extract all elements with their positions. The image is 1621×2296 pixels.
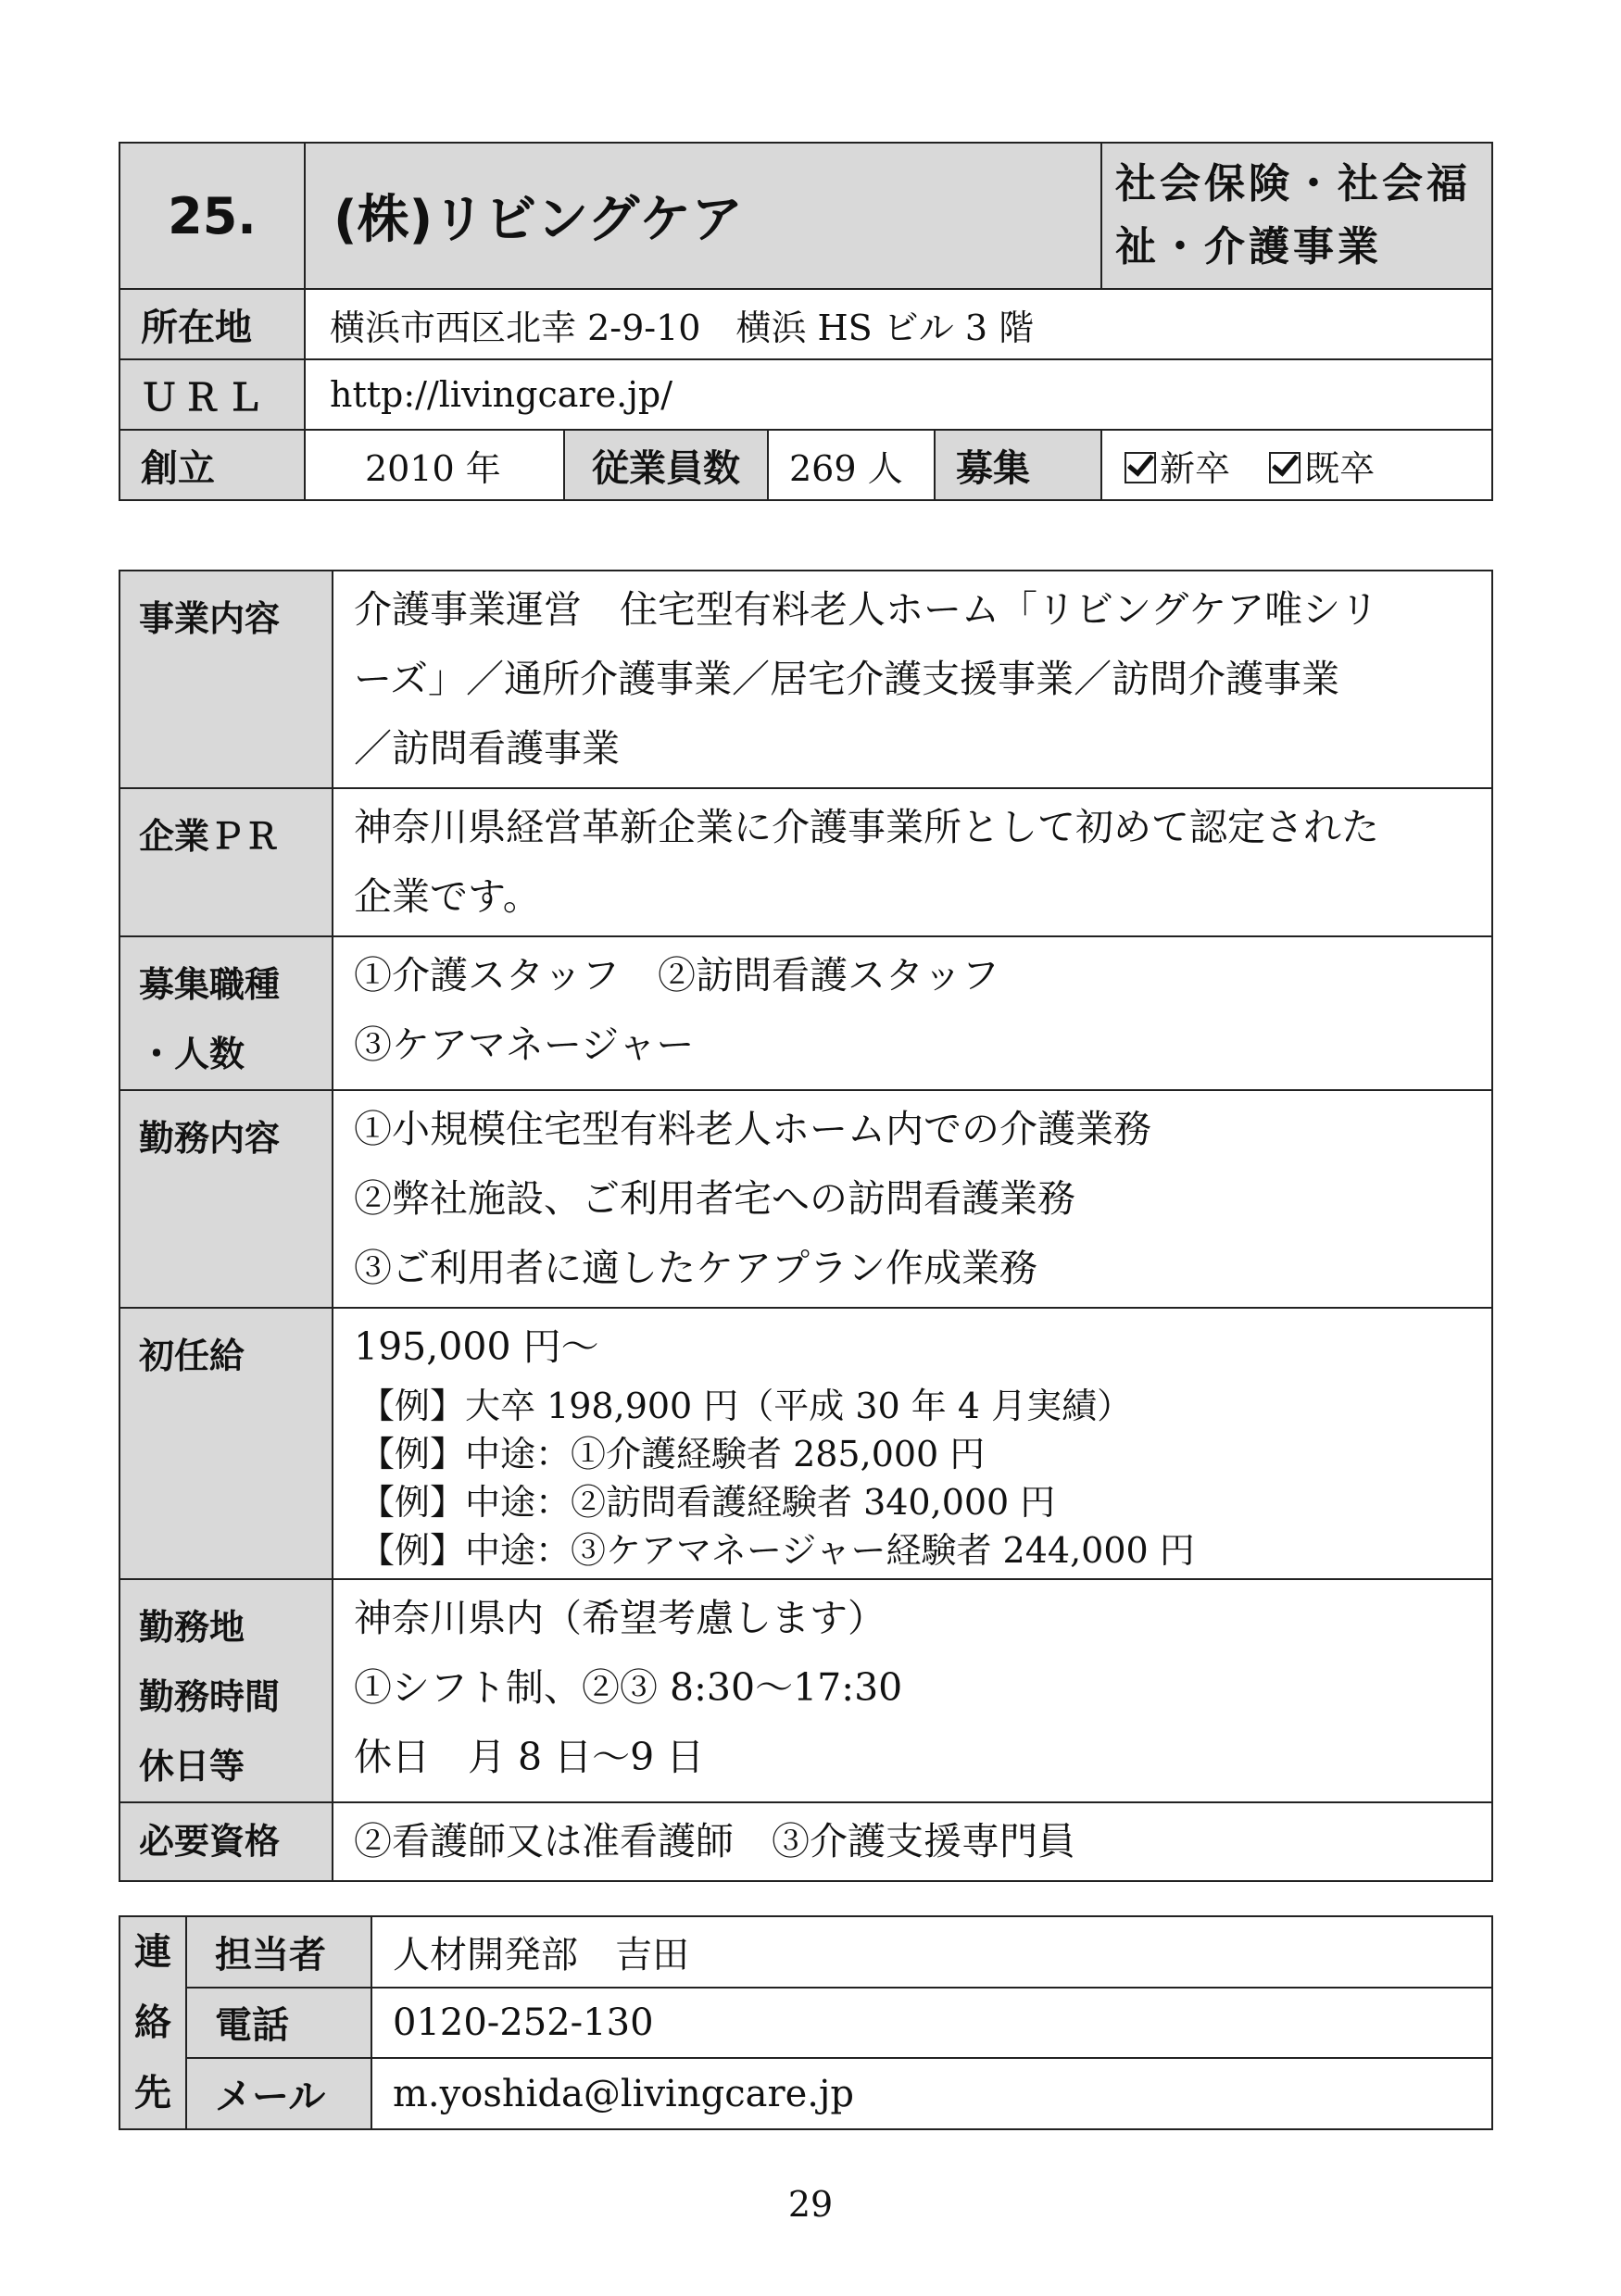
person-label: 担当者 bbox=[186, 1916, 371, 1988]
holiday-value: 休日 月 8 日〜9 日 bbox=[354, 1735, 705, 1779]
person-value: 人材開発部 吉田 bbox=[371, 1916, 1492, 1988]
duty-line: ③ご利用者に適したケアプラン作成業務 bbox=[354, 1246, 1037, 1290]
address-label: 所在地 bbox=[119, 289, 305, 359]
duty-value bbox=[333, 1090, 1492, 1308]
qualification-label: 必要資格 bbox=[119, 1802, 333, 1881]
jobs-line: ③ケアマネージャー bbox=[354, 1023, 695, 1067]
pr-line: 神奈川県経営革新企業に介護事業所として初めて認定された bbox=[354, 805, 1379, 849]
industry-category-line1: 社会保険・社会福 bbox=[1115, 160, 1472, 207]
contact-side-label bbox=[119, 1916, 186, 2129]
hours-label: 勤務時間 bbox=[139, 1676, 281, 1717]
phone-label: 電話 bbox=[186, 1988, 371, 2059]
salary-label: 初任給 bbox=[119, 1308, 333, 1579]
recruit-experienced-label: 既卒 bbox=[1304, 447, 1376, 489]
salary-example: 【例】中途：①介護経験者 285,000 円 bbox=[359, 1434, 986, 1474]
jobs-label bbox=[119, 936, 333, 1090]
url-value[interactable]: http://livingcare.jp/ bbox=[305, 359, 1492, 430]
address-value: 横浜市西区北幸 2-9-10 横浜 HS ビル 3 階 bbox=[305, 289, 1492, 359]
contact-table bbox=[119, 1915, 1493, 2130]
mail-value[interactable]: m.yoshida@livingcare.jp bbox=[371, 2058, 1492, 2129]
location-value: 神奈川県内（希望考慮します） bbox=[354, 1596, 886, 1640]
hours-value: ①シフト制、②③ 8:30〜17:30 bbox=[354, 1665, 903, 1710]
industry-category bbox=[1101, 143, 1492, 289]
duty-label: 勤務内容 bbox=[119, 1090, 333, 1308]
founded-value: 2010 年 bbox=[305, 430, 564, 500]
recruit-options bbox=[1101, 430, 1492, 500]
duty-line: ①小規模住宅型有料老人ホーム内での介護業務 bbox=[354, 1107, 1151, 1151]
contact-side-char: 先 bbox=[134, 2072, 171, 2114]
job-details-table bbox=[119, 570, 1493, 1882]
mail-label: メール bbox=[186, 2058, 371, 2129]
business-line: 介護事業運営 住宅型有料老人ホーム「リビングケア唯シリ bbox=[354, 587, 1379, 632]
contact-side-char: 連 bbox=[134, 1931, 171, 1974]
jobs-value bbox=[333, 936, 1492, 1090]
duty-line: ②弊社施設、ご利用者宅への訪問看護業務 bbox=[354, 1176, 1075, 1221]
recruit-experienced-option[interactable] bbox=[1269, 440, 1375, 491]
recruit-label: 募集 bbox=[935, 430, 1101, 500]
location-label: 勤務地 bbox=[139, 1607, 245, 1648]
salary-example: 【例】大卒 198,900 円（平成 30 年 4 月実績） bbox=[359, 1386, 1133, 1426]
checkbox-checked-icon bbox=[1269, 452, 1301, 483]
phone-value[interactable]: 0120-252-130 bbox=[371, 1988, 1492, 2059]
business-line: ／訪問看護事業 bbox=[354, 726, 620, 771]
company-header-table bbox=[119, 142, 1493, 501]
holiday-label: 休日等 bbox=[139, 1746, 245, 1787]
salary-example: 【例】中途：③ケアマネージャー経験者 244,000 円 bbox=[359, 1530, 1195, 1571]
salary-value bbox=[333, 1308, 1492, 1579]
employees-label: 従業員数 bbox=[564, 430, 768, 500]
business-value bbox=[333, 571, 1492, 788]
salary-main: 195,000 円〜 bbox=[354, 1324, 599, 1369]
recruit-new-label: 新卒 bbox=[1160, 447, 1231, 489]
jobs-label-line2: ・人数 bbox=[139, 1034, 245, 1074]
salary-examples bbox=[354, 1382, 1473, 1575]
jobs-line: ①介護スタッフ ②訪問看護スタッフ bbox=[354, 953, 999, 997]
company-number: 25. bbox=[119, 143, 305, 289]
pr-label: 企業ＰＲ bbox=[119, 788, 333, 936]
qualification-value: ②看護師又は准看護師 ③介護支援専門員 bbox=[333, 1802, 1492, 1881]
jobs-label-line1: 募集職種 bbox=[139, 964, 281, 1005]
industry-category-line2: 祉・介護事業 bbox=[1115, 223, 1383, 270]
company-name: (株)リビングケア bbox=[305, 143, 1101, 289]
contact-side-char: 絡 bbox=[134, 2001, 171, 2044]
url-label: ＵＲＬ bbox=[119, 359, 305, 430]
pr-value bbox=[333, 788, 1492, 936]
pr-line: 企業です。 bbox=[354, 874, 541, 919]
founded-label: 創立 bbox=[119, 430, 305, 500]
page-number: 29 bbox=[787, 2184, 834, 2225]
salary-example: 【例】中途：②訪問看護経験者 340,000 円 bbox=[359, 1482, 1056, 1523]
business-line: ーズ」／通所介護事業／居宅介護支援事業／訪問介護事業 bbox=[354, 657, 1339, 701]
employees-value: 269 人 bbox=[768, 430, 935, 500]
checkbox-checked-icon bbox=[1125, 452, 1156, 483]
conditions-values bbox=[333, 1579, 1492, 1802]
conditions-labels bbox=[119, 1579, 333, 1802]
business-label: 事業内容 bbox=[119, 571, 333, 788]
recruit-new-option[interactable] bbox=[1125, 440, 1230, 491]
